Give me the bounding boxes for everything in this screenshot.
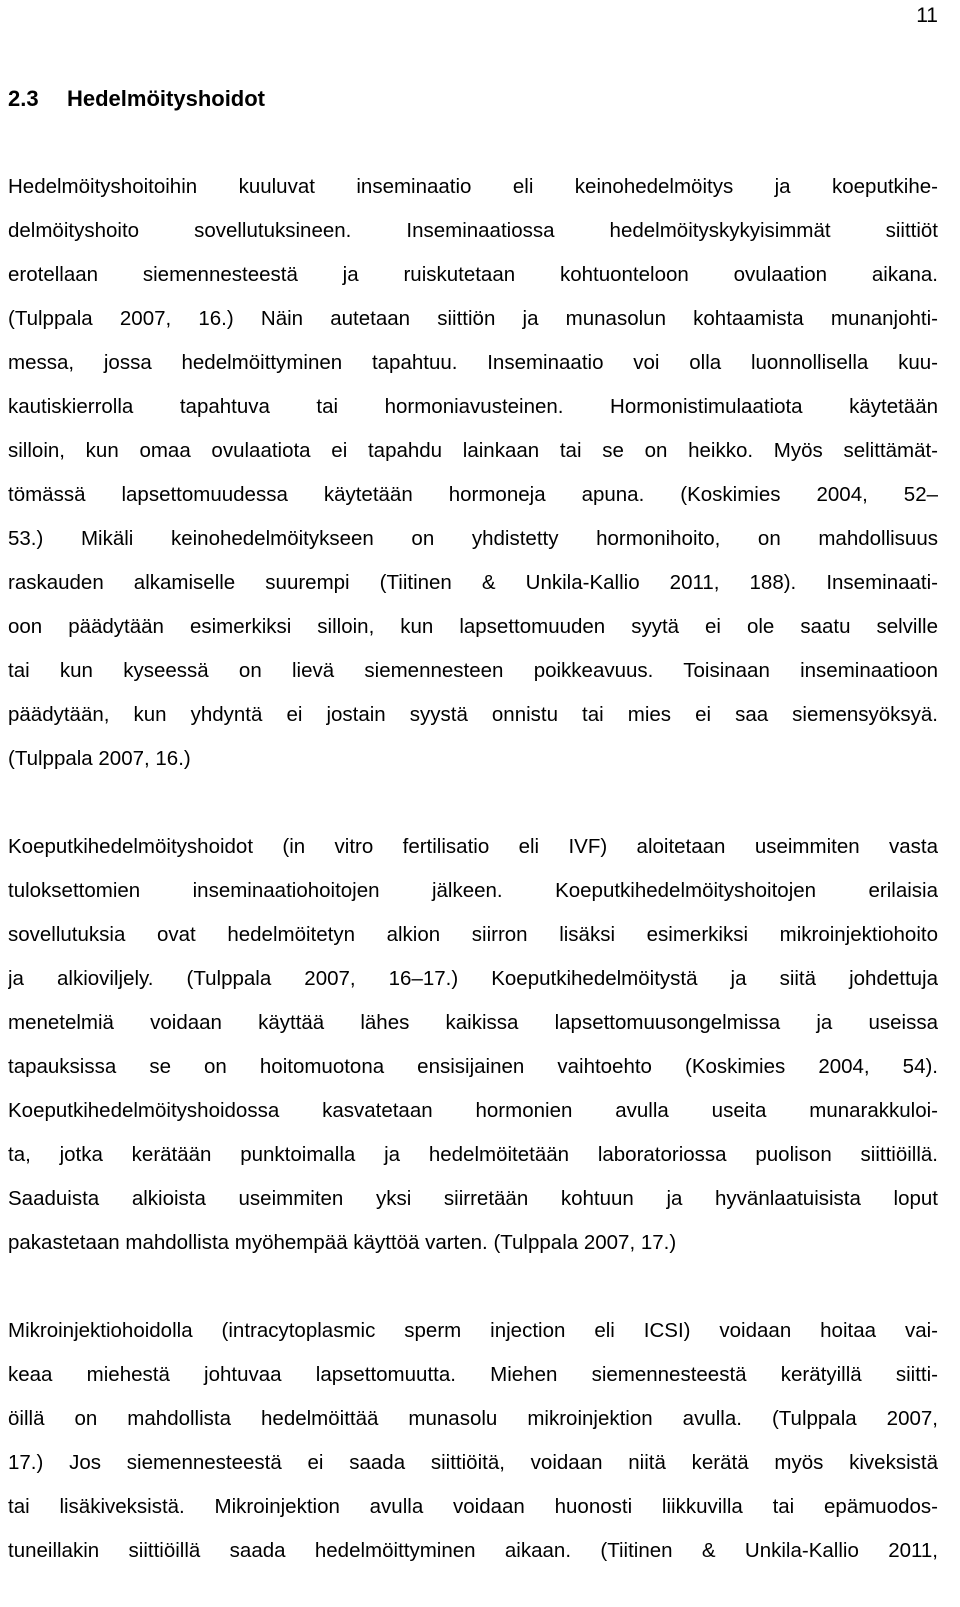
- paragraph-line: Koeputkihedelmöityshoidossa kasvatetaan hormonien avulla useita munarakkuloi-: [8, 1099, 938, 1122]
- paragraph-line: keaa miehestä johtuvaa lapsettomuutta. Miehen siemennesteestä kerätyillä siitti-: [8, 1363, 938, 1386]
- paragraph-line: pakastetaan mahdollista myöhempää käyttöä varten. (Tulppala 2007, 17.): [8, 1231, 677, 1254]
- paragraph-line: Hedelmöityshoitoihin kuuluvat inseminaatio eli keinohedelmöitys ja koeputkihe-: [8, 175, 938, 198]
- paragraph-insemination: [8, 165, 938, 781]
- section-title: Hedelmöityshoidot: [67, 86, 266, 111]
- paragraph-line: oon päädytään esimerkiksi silloin, kun lapsettomuuden syytä ei ole saatu selville: [8, 615, 938, 638]
- paragraph-line: 17.) Jos siemennesteestä ei saada siittiöitä, voidaan niitä kerätä myös kiveksistä: [8, 1451, 938, 1474]
- paragraph-line: raskauden alkamiselle suurempi (Tiitinen & Unkila-Kallio 2011, 188). Inseminaati-: [8, 571, 938, 594]
- paragraph-line: tai lisäkiveksistä. Mikroinjektion avulla voidaan huonosti liikkuvilla tai epämuodos-: [8, 1495, 938, 1518]
- paragraph-line: ja alkioviljely. (Tulppala 2007, 16–17.) Koeputkihedelmöitystä ja siitä johdettuja: [8, 967, 938, 990]
- paragraph-line: menetelmiä voidaan käyttää lähes kaikissa lapsettomuusongelmissa ja useissa: [8, 1011, 938, 1034]
- paragraph-line: messa, jossa hedelmöittyminen tapahtuu. Inseminaatio voi olla luonnollisella kuu-: [8, 351, 938, 374]
- paragraph-line: Saaduista alkioista useimmiten yksi siirretään kohtuun ja hyvänlaatuisista loput: [8, 1187, 938, 1210]
- paragraph-line: tapauksissa se on hoitomuotona ensisijainen vaihtoehto (Koskimies 2004, 54).: [8, 1055, 938, 1078]
- page-number: 11: [916, 4, 938, 27]
- paragraph-line: Koeputkihedelmöityshoidot (in vitro fertilisatio eli IVF) aloitetaan useimmiten vasta: [8, 835, 938, 858]
- paragraph-line: (Tulppala 2007, 16.) Näin autetaan siittiön ja munasolun kohtaamista munanjohti-: [8, 307, 938, 330]
- paragraph-line: delmöityshoito sovellutuksineen. Inseminaatiossa hedelmöityskykyisimmät siittiöt: [8, 219, 938, 242]
- paragraph-line: tai kun kyseessä on lievä siemennesteen poikkeavuus. Toisinaan inseminaatioon: [8, 659, 938, 682]
- paragraph-line: kautiskierrolla tapahtuva tai hormoniavusteinen. Hormonistimulaatiota käytetään: [8, 395, 938, 418]
- paragraph-line: sovellutuksia ovat hedelmöitetyn alkion siirron lisäksi esimerkiksi mikroinjektiohoito: [8, 923, 938, 946]
- section-number: 2.3: [8, 86, 39, 111]
- paragraph-line: päädytään, kun yhdyntä ei jostain syystä onnistu tai mies ei saa siemensyöksyä.: [8, 703, 938, 726]
- paragraph-line: ta, jotka kerätään punktoimalla ja hedelmöitetään laboratoriossa puolison siittiöillä.: [8, 1143, 938, 1166]
- paragraph-line: 53.) Mikäli keinohedelmöitykseen on yhdistetty hormonihoito, on mahdollisuus: [8, 527, 938, 550]
- paragraph-line: öillä on mahdollista hedelmöittää munasolu mikroinjektion avulla. (Tulppala 2007,: [8, 1407, 938, 1430]
- paragraph-line: tuloksettomien inseminaatiohoitojen jälkeen. Koeputkihedelmöityshoitojen erilaisia: [8, 879, 938, 902]
- paragraph-line: erotellaan siemennesteestä ja ruiskutetaan kohtuonteloon ovulaation aikana.: [8, 263, 938, 286]
- paragraph-ivf: [8, 825, 938, 1265]
- paragraph-line: (Tulppala 2007, 16.): [8, 747, 191, 770]
- paragraph-icsi: [8, 1309, 938, 1573]
- paragraph-line: Mikroinjektiohoidolla (intracytoplasmic sperm injection eli ICSI) voidaan hoitaa vai-: [8, 1319, 938, 1342]
- paragraph-line: tuneillakin siittiöillä saada hedelmöittyminen aikaan. (Tiitinen & Unkila-Kallio 2011,: [8, 1539, 938, 1562]
- section-heading: [8, 86, 265, 112]
- paragraph-line: silloin, kun omaa ovulaatiota ei tapahdu lainkaan tai se on heikko. Myös selittämät-: [8, 439, 938, 462]
- paragraph-line: tömässä lapsettomuudessa käytetään hormoneja apuna. (Koskimies 2004, 52–: [8, 483, 938, 506]
